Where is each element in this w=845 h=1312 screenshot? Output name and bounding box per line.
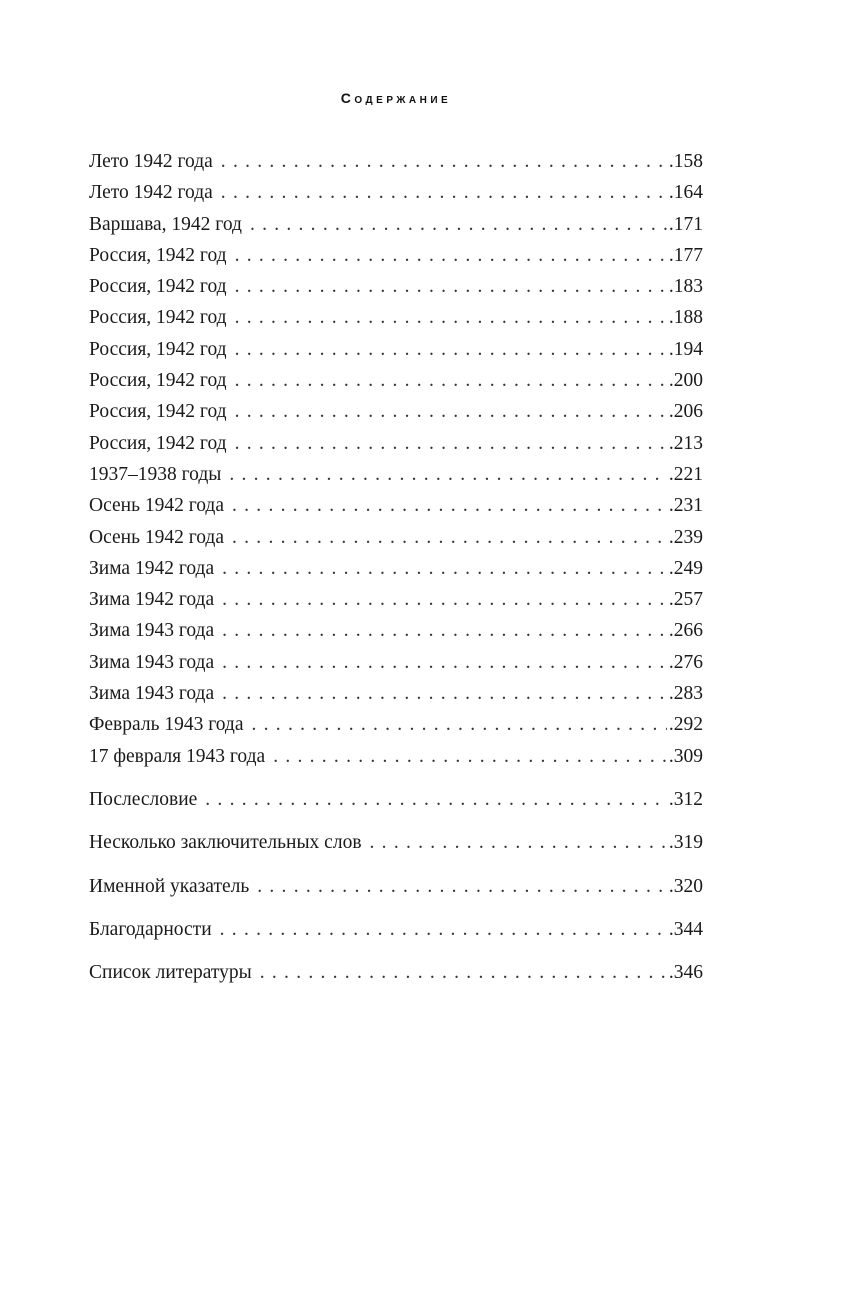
dot-leader (221, 146, 667, 177)
toc-entry-title: Именной указатель (89, 875, 250, 897)
toc-entry-page: .183 (668, 276, 703, 298)
toc-entry-page: .320 (668, 875, 703, 897)
toc-entry-page: .249 (668, 557, 703, 579)
toc-entry-title: Осень 1942 года (89, 495, 224, 517)
dot-leader (235, 271, 667, 302)
toc-back-matter-entry (89, 784, 703, 815)
toc-entry-page: .266 (668, 620, 703, 642)
toc-entry-page: .213 (668, 432, 703, 454)
toc-entry (89, 177, 703, 208)
toc-entry-page: .283 (668, 683, 703, 705)
toc-entry-page: .309 (668, 745, 703, 767)
dot-leader (205, 784, 667, 815)
toc-entry-title: Россия, 1942 год (89, 370, 227, 392)
toc-entry-page: .200 (668, 370, 703, 392)
dot-leader (250, 209, 667, 240)
toc-entry-page: .346 (668, 962, 703, 984)
toc-entry-page: .158 (668, 151, 703, 172)
toc-entry-title: Несколько заключительных слов (89, 832, 362, 854)
toc-back-matter-entry (89, 827, 703, 858)
toc-entry-page: .319 (668, 832, 703, 854)
dot-leader (232, 522, 667, 553)
dot-leader (235, 365, 667, 396)
toc-entry-page: .177 (668, 244, 703, 266)
toc-entry (89, 365, 703, 396)
toc-entry-page: .257 (668, 589, 703, 611)
dot-leader (257, 871, 667, 902)
toc-entry (89, 396, 703, 427)
toc-entry-page: .206 (668, 401, 703, 423)
dot-leader (222, 584, 667, 615)
dot-leader (370, 827, 667, 858)
toc-back-matter-entry (89, 957, 703, 988)
toc-entry-title: Осень 1942 года (89, 526, 224, 548)
toc-entry-title: Послесловие (89, 788, 198, 810)
toc-back-matter-entry (89, 914, 703, 945)
toc-entry-title: 17 февраля 1943 года (89, 745, 266, 767)
toc-entry (89, 240, 703, 271)
toc-entry-page: .188 (668, 307, 703, 329)
toc-entry-title: Лето 1942 года (89, 151, 213, 172)
toc-entry (89, 709, 703, 740)
toc-entry-title: Россия, 1942 год (89, 432, 227, 454)
toc-entry-title: Россия, 1942 год (89, 338, 227, 360)
dot-leader (235, 428, 667, 459)
toc-entry-title: Список литературы (89, 962, 252, 984)
toc-entry-title: Зима 1943 года (89, 620, 215, 642)
toc-entry (89, 209, 703, 240)
toc-entry-page: .239 (668, 526, 703, 548)
dot-leader (222, 678, 667, 709)
toc-entry-title: Россия, 1942 год (89, 276, 227, 298)
page-title: Содержание (340, 90, 452, 106)
toc-entry-title: Зима 1942 года (89, 557, 215, 579)
dot-leader (235, 302, 667, 333)
toc-entry (89, 271, 703, 302)
toc-entry-title: Россия, 1942 год (89, 401, 227, 423)
dot-leader (260, 957, 667, 988)
toc-entry-title: Лето 1942 года (89, 182, 213, 204)
toc-entry-page: .276 (668, 651, 703, 673)
toc-entry-page: .171 (668, 213, 703, 235)
toc-entry (89, 490, 703, 521)
toc-entry (89, 459, 703, 490)
toc-entry (89, 522, 703, 553)
toc-entry-title: Зима 1943 года (89, 683, 215, 705)
dot-leader (221, 177, 667, 208)
toc-entry-page: .164 (668, 182, 703, 204)
toc-entry (89, 334, 703, 365)
dot-leader (222, 553, 667, 584)
toc-entry-title: Россия, 1942 год (89, 244, 227, 266)
toc-entry-title: Февраль 1943 года (89, 714, 244, 736)
toc-entry (89, 146, 703, 177)
dot-leader (235, 334, 667, 365)
toc-entry (89, 741, 703, 772)
toc-entry-page: .221 (668, 463, 703, 485)
toc-entry-title: Зима 1942 года (89, 589, 215, 611)
toc-entry-page: .344 (668, 918, 703, 940)
dot-leader (273, 741, 667, 772)
dot-leader (232, 490, 667, 521)
toc-entry-page: .231 (668, 495, 703, 517)
table-of-contents (89, 146, 703, 988)
toc-entry-page: .194 (668, 338, 703, 360)
toc-entry (89, 553, 703, 584)
toc-entry-page: .312 (668, 788, 703, 810)
toc-entry (89, 647, 703, 678)
toc-entry (89, 678, 703, 709)
dot-leader (235, 396, 667, 427)
toc-back-matter-entry (89, 871, 703, 902)
dot-leader (235, 240, 667, 271)
toc-entry (89, 615, 703, 646)
dot-leader (220, 914, 667, 945)
dot-leader (229, 459, 667, 490)
toc-entry-title: Россия, 1942 год (89, 307, 227, 329)
dot-leader (222, 615, 667, 646)
dot-leader (252, 709, 667, 740)
toc-entry-title: 1937–1938 годы (89, 463, 222, 485)
toc-entry (89, 584, 703, 615)
toc-entry (89, 428, 703, 459)
toc-entry-title: Варшава, 1942 год (89, 213, 242, 235)
dot-leader (222, 647, 667, 678)
toc-entry (89, 302, 703, 333)
toc-entry-title: Зима 1943 года (89, 651, 215, 673)
toc-entry-title: Благодарности (89, 918, 212, 940)
toc-entry-page: .292 (668, 714, 703, 736)
